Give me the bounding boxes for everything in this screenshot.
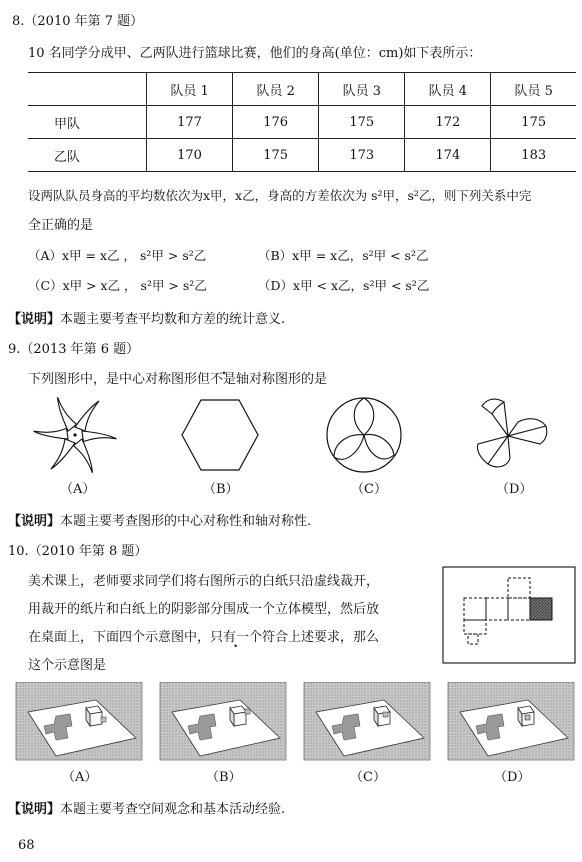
table-cell: 183	[491, 139, 576, 172]
q9-intro-before: 下列图形中，是中心对称图形但	[28, 372, 211, 387]
q10-header: 10.（2010 年第 8 题）	[8, 544, 148, 559]
q10-note	[8, 798, 285, 817]
q8-option-a: （A）x甲 = x乙 ， s²甲 > s²乙	[28, 248, 207, 263]
q8-note	[8, 308, 285, 327]
table-row	[28, 106, 576, 139]
note-tag: 【说明】	[8, 514, 61, 529]
table-header-row	[28, 73, 576, 106]
table-cell: 176	[233, 106, 319, 139]
q10-line3	[28, 626, 379, 645]
q9-label-b: （B）	[203, 482, 239, 497]
q8-option-c: （C）x甲 > x乙 ， s²甲 > s²乙	[28, 278, 207, 293]
table-cell: 队员 4	[405, 73, 491, 106]
table-cell: 170	[147, 139, 233, 172]
q8-option-b: （B）x甲 = x乙，s²甲 < s²乙	[258, 248, 429, 263]
table-cell: 队员 2	[233, 73, 319, 106]
q10-line4: 这个示意图是	[28, 658, 107, 673]
q8-intro: 10 名同学分成甲、乙两队进行篮球比赛，他们的身高(单位：cm)如下表所示：	[28, 46, 482, 61]
table-row	[28, 139, 576, 172]
q9-intro	[28, 368, 327, 387]
table-cell	[28, 73, 147, 106]
note-text: 本题主要考查平均数和方差的统计意义.	[60, 312, 286, 327]
q9-header: 9.（2013 年第 6 题）	[8, 342, 140, 357]
q9-label-a: （A）	[60, 482, 96, 497]
table-cell: 172	[405, 106, 491, 139]
paper-net-figure	[442, 566, 576, 664]
table-cell: 173	[319, 139, 405, 172]
note-text: 本题主要考查图形的中心对称性和轴对称性.	[60, 514, 312, 529]
pinwheel-figure	[30, 395, 120, 475]
q10-line3-emph: 只有一个	[210, 630, 263, 645]
three-petal-figure	[468, 392, 552, 474]
page-number: 68	[18, 838, 35, 853]
q10-label-c: （C）	[350, 770, 386, 785]
height-table	[28, 72, 576, 172]
q10-label-a: （A）	[62, 770, 98, 785]
table-cell: 177	[147, 106, 233, 139]
q9-label-d: （D）	[496, 482, 533, 497]
table-cell: 175	[233, 139, 319, 172]
table-cell: 队员 3	[319, 73, 405, 106]
q9-note	[8, 510, 311, 529]
note-text: 本题主要考查空间观念和基本活动经验.	[60, 802, 286, 817]
q10-line3-after: 符合上述要求，那么	[262, 630, 380, 645]
cube-scenes-figure	[12, 682, 578, 762]
q10-line1: 美术课上，老师要求同学们将右图所示的白纸只沿虚线裁开，	[28, 574, 380, 589]
q8-question-line1: 设两队队员身高的平均数依次为x甲，x乙，身高的方差依次为 s²甲，s²乙，则下列关系中完	[28, 188, 532, 203]
q10-label-b: （B）	[206, 770, 242, 785]
q10-line3-before: 在桌面上，下面四个示意图中，	[28, 630, 211, 645]
table-cell: 175	[491, 106, 576, 139]
trefoil-circle-figure	[322, 395, 406, 475]
table-cell: 乙队	[28, 139, 147, 172]
table-cell: 队员 5	[491, 73, 576, 106]
q8-option-d: （D）x甲 < x乙，s²甲 < s²乙	[258, 278, 430, 293]
q10-label-d: （D）	[494, 770, 531, 785]
note-tag: 【说明】	[8, 802, 61, 817]
table-cell: 队员 1	[147, 73, 233, 106]
q9-intro-emph: 不是	[210, 372, 237, 387]
table-cell: 174	[405, 139, 491, 172]
q10-line2: 用裁开的纸片和白纸上的阴影部分围成一个立体模型，然后放	[28, 602, 380, 617]
q9-intro-after: 轴对称图形的是	[236, 372, 328, 387]
note-tag: 【说明】	[8, 312, 61, 327]
table-cell: 175	[319, 106, 405, 139]
hexagon-figure	[178, 395, 262, 475]
q8-question-line2: 全正确的是	[28, 218, 94, 233]
q8-header: 8.（2010 年第 7 题）	[12, 14, 144, 29]
table-cell: 甲队	[28, 106, 147, 139]
q9-label-c: （C）	[351, 482, 387, 497]
